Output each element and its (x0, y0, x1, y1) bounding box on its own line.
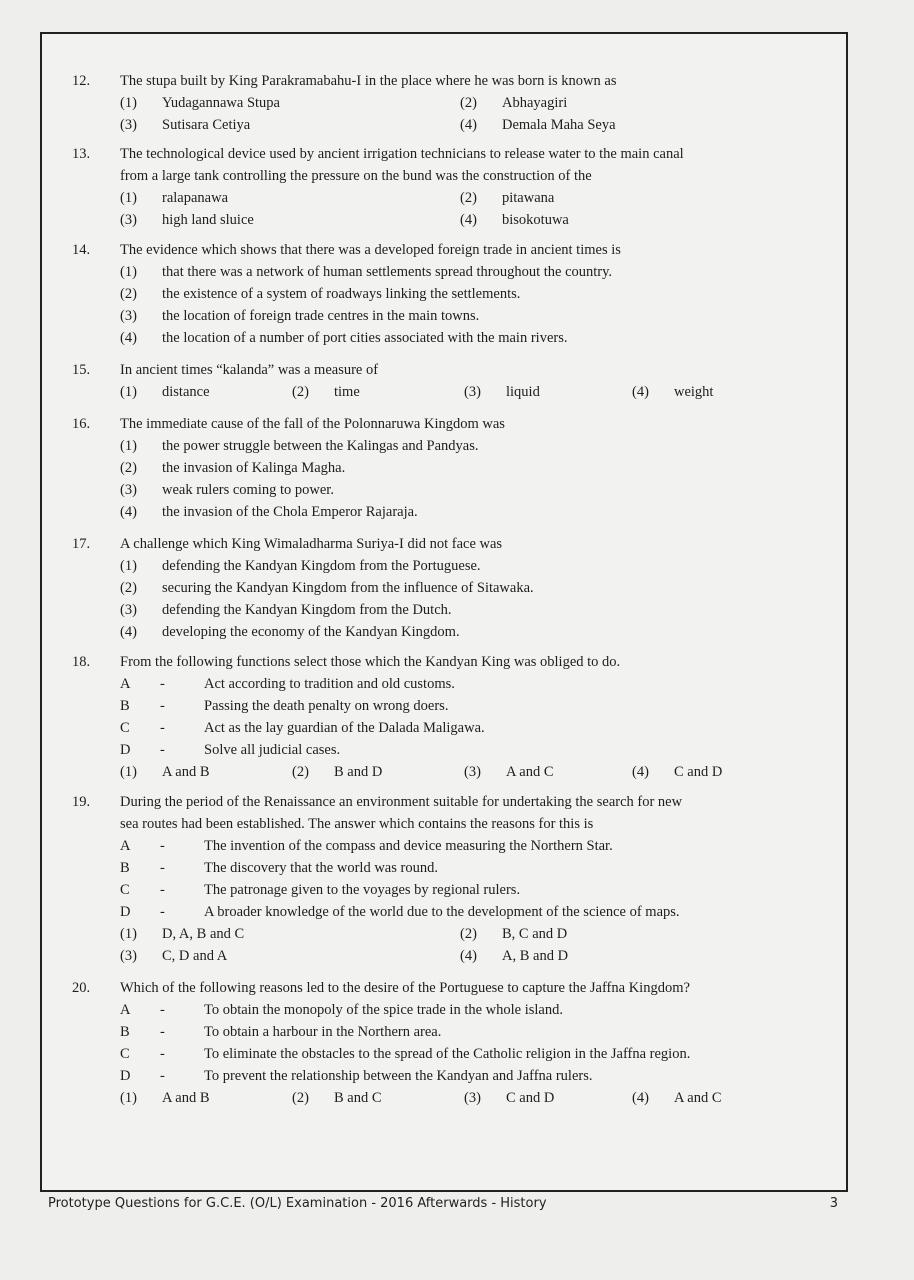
question-number: 15. (72, 362, 91, 378)
statement-a: A - Act according to tradition and old customs. (120, 676, 455, 692)
option-3[interactable]: (3) high land sluice (120, 212, 254, 228)
option-3[interactable]: (3) C, D and A (120, 948, 228, 964)
option-2[interactable]: (2) B and D (292, 764, 383, 780)
option-4[interactable]: (4) bisokotuwa (460, 212, 569, 228)
answer-options (120, 435, 832, 523)
question-stem: From the following functions select those which the Kandyan King was obliged to do. (120, 654, 621, 670)
answer-options (120, 92, 832, 136)
option-2[interactable]: (2) B, C and D (460, 926, 568, 942)
statement-list (120, 835, 832, 923)
option-3[interactable]: (3) weak rulers coming to power. (120, 482, 334, 498)
option-1[interactable]: (1) D, A, B and C (120, 926, 245, 942)
question-14 (72, 239, 832, 349)
question-17 (72, 533, 832, 643)
option-3[interactable]: (3) A and C (464, 764, 554, 780)
answer-options (120, 1087, 832, 1109)
option-3[interactable]: (3) defending the Kandyan Kingdom from the Dutch. (120, 602, 452, 618)
question-number: 17. (72, 536, 91, 552)
statement-a: A - The invention of the compass and device measuring the Northern Star. (120, 838, 613, 854)
question-number: 12. (72, 73, 91, 89)
option-1[interactable]: (1) ralapanawa (120, 190, 229, 206)
question-16 (72, 413, 832, 523)
question-stem: The stupa built by King Parakramabahu-I in the place where he was born is known as (120, 73, 617, 89)
answer-options (120, 187, 832, 231)
option-3[interactable]: (3) Sutisara Cetiya (120, 117, 251, 133)
question-number: 19. (72, 794, 91, 810)
question-stem: During the period of the Renaissance an environment suitable for undertaking the search for new sea routes had been established. The answer which contains the reasons for this is (120, 794, 683, 832)
option-1[interactable]: (1) A and B (120, 1090, 210, 1106)
option-1[interactable]: (1) A and B (120, 764, 210, 780)
question-number: 13. (72, 146, 91, 162)
option-2[interactable]: (2) the invasion of Kalinga Magha. (120, 460, 346, 476)
option-2[interactable]: (2) the existence of a system of roadways linking the settlements. (120, 286, 521, 302)
statement-b: B - To obtain a harbour in the Northern area. (120, 1024, 442, 1040)
question-stem: In ancient times “kalanda” was a measure of (120, 362, 379, 378)
question-12 (72, 70, 832, 136)
option-1[interactable]: (1) distance (120, 384, 210, 400)
question-19 (72, 791, 832, 967)
statement-c: C - The patronage given to the voyages by regional rulers. (120, 882, 521, 898)
statement-list (120, 999, 832, 1087)
answer-options (120, 923, 832, 967)
question-18 (72, 651, 832, 783)
question-15 (72, 359, 832, 403)
statement-d: D - A broader knowledge of the world due to the development of the science of maps. (120, 904, 680, 920)
statement-c: C - To eliminate the obstacles to the spread of the Catholic religion in the Jaffna region. (120, 1046, 691, 1062)
page-number: 3 (829, 1196, 838, 1211)
question-stem: The technological device used by ancient irrigation technicians to release water to the main canal from a large tank controlling the pressure on the bund was the construction of the (120, 146, 684, 184)
answer-options (120, 261, 832, 349)
footer-text: Prototype Questions for G.C.E. (O/L) Examination - 2016 Afterwards - History (48, 1196, 547, 1211)
option-4[interactable]: (4) A, B and D (460, 948, 569, 964)
option-4[interactable]: (4) C and D (632, 764, 723, 780)
option-3[interactable]: (3) C and D (464, 1090, 555, 1106)
statement-d: D - Solve all judicial cases. (120, 742, 341, 758)
statement-d: D - To prevent the relationship between the Kandyan and Jaffna rulers. (120, 1068, 593, 1084)
statement-c: C - Act as the lay guardian of the Dalada Maligawa. (120, 720, 485, 736)
option-1[interactable]: (1) that there was a network of human settlements spread throughout the country. (120, 264, 613, 280)
option-1[interactable]: (1) the power struggle between the Kalingas and Pandyas. (120, 438, 479, 454)
statement-list (120, 673, 832, 761)
option-2[interactable]: (2) pitawana (460, 190, 555, 206)
answer-options (120, 555, 832, 643)
statement-b: B - Passing the death penalty on wrong doers. (120, 698, 449, 714)
option-2[interactable]: (2) Abhayagiri (460, 95, 568, 111)
option-3[interactable]: (3) liquid (464, 384, 540, 400)
option-1[interactable]: (1) Yudagannawa Stupa (120, 95, 280, 111)
statement-b: B - The discovery that the world was round. (120, 860, 438, 876)
option-4[interactable]: (4) weight (632, 384, 714, 400)
option-4[interactable]: (4) the invasion of the Chola Emperor Rajaraja. (120, 504, 418, 520)
option-2[interactable]: (2) time (292, 384, 360, 400)
option-4[interactable]: (4) Demala Maha Seya (460, 117, 616, 133)
option-2[interactable]: (2) securing the Kandyan Kingdom from the influence of Sitawaka. (120, 580, 534, 596)
option-4[interactable]: (4) developing the economy of the Kandyan Kingdom. (120, 624, 460, 640)
question-number: 14. (72, 242, 91, 258)
question-stem: A challenge which King Wimaladharma Suriya-I did not face was (120, 536, 503, 552)
option-3[interactable]: (3) the location of foreign trade centres in the main towns. (120, 308, 480, 324)
page-footer (48, 1196, 838, 1211)
question-13 (72, 143, 832, 231)
question-stem: The immediate cause of the fall of the Polonnaruwa Kingdom was (120, 416, 505, 432)
option-4[interactable]: (4) the location of a number of port cities associated with the main rivers. (120, 330, 568, 346)
answer-options (120, 761, 832, 783)
option-1[interactable]: (1) defending the Kandyan Kingdom from the Portuguese. (120, 558, 481, 574)
question-number: 18. (72, 654, 91, 670)
question-number: 16. (72, 416, 91, 432)
question-stem: Which of the following reasons led to the desire of the Portuguese to capture the Jaffna Kingdom? (120, 980, 690, 996)
option-2[interactable]: (2) B and C (292, 1090, 382, 1106)
question-number: 20. (72, 980, 91, 996)
answer-options (120, 381, 832, 403)
statement-a: A - To obtain the monopoly of the spice trade in the whole island. (120, 1002, 563, 1018)
question-stem: The evidence which shows that there was a developed foreign trade in ancient times is (120, 242, 621, 258)
question-20 (72, 977, 832, 1109)
option-4[interactable]: (4) A and C (632, 1090, 722, 1106)
